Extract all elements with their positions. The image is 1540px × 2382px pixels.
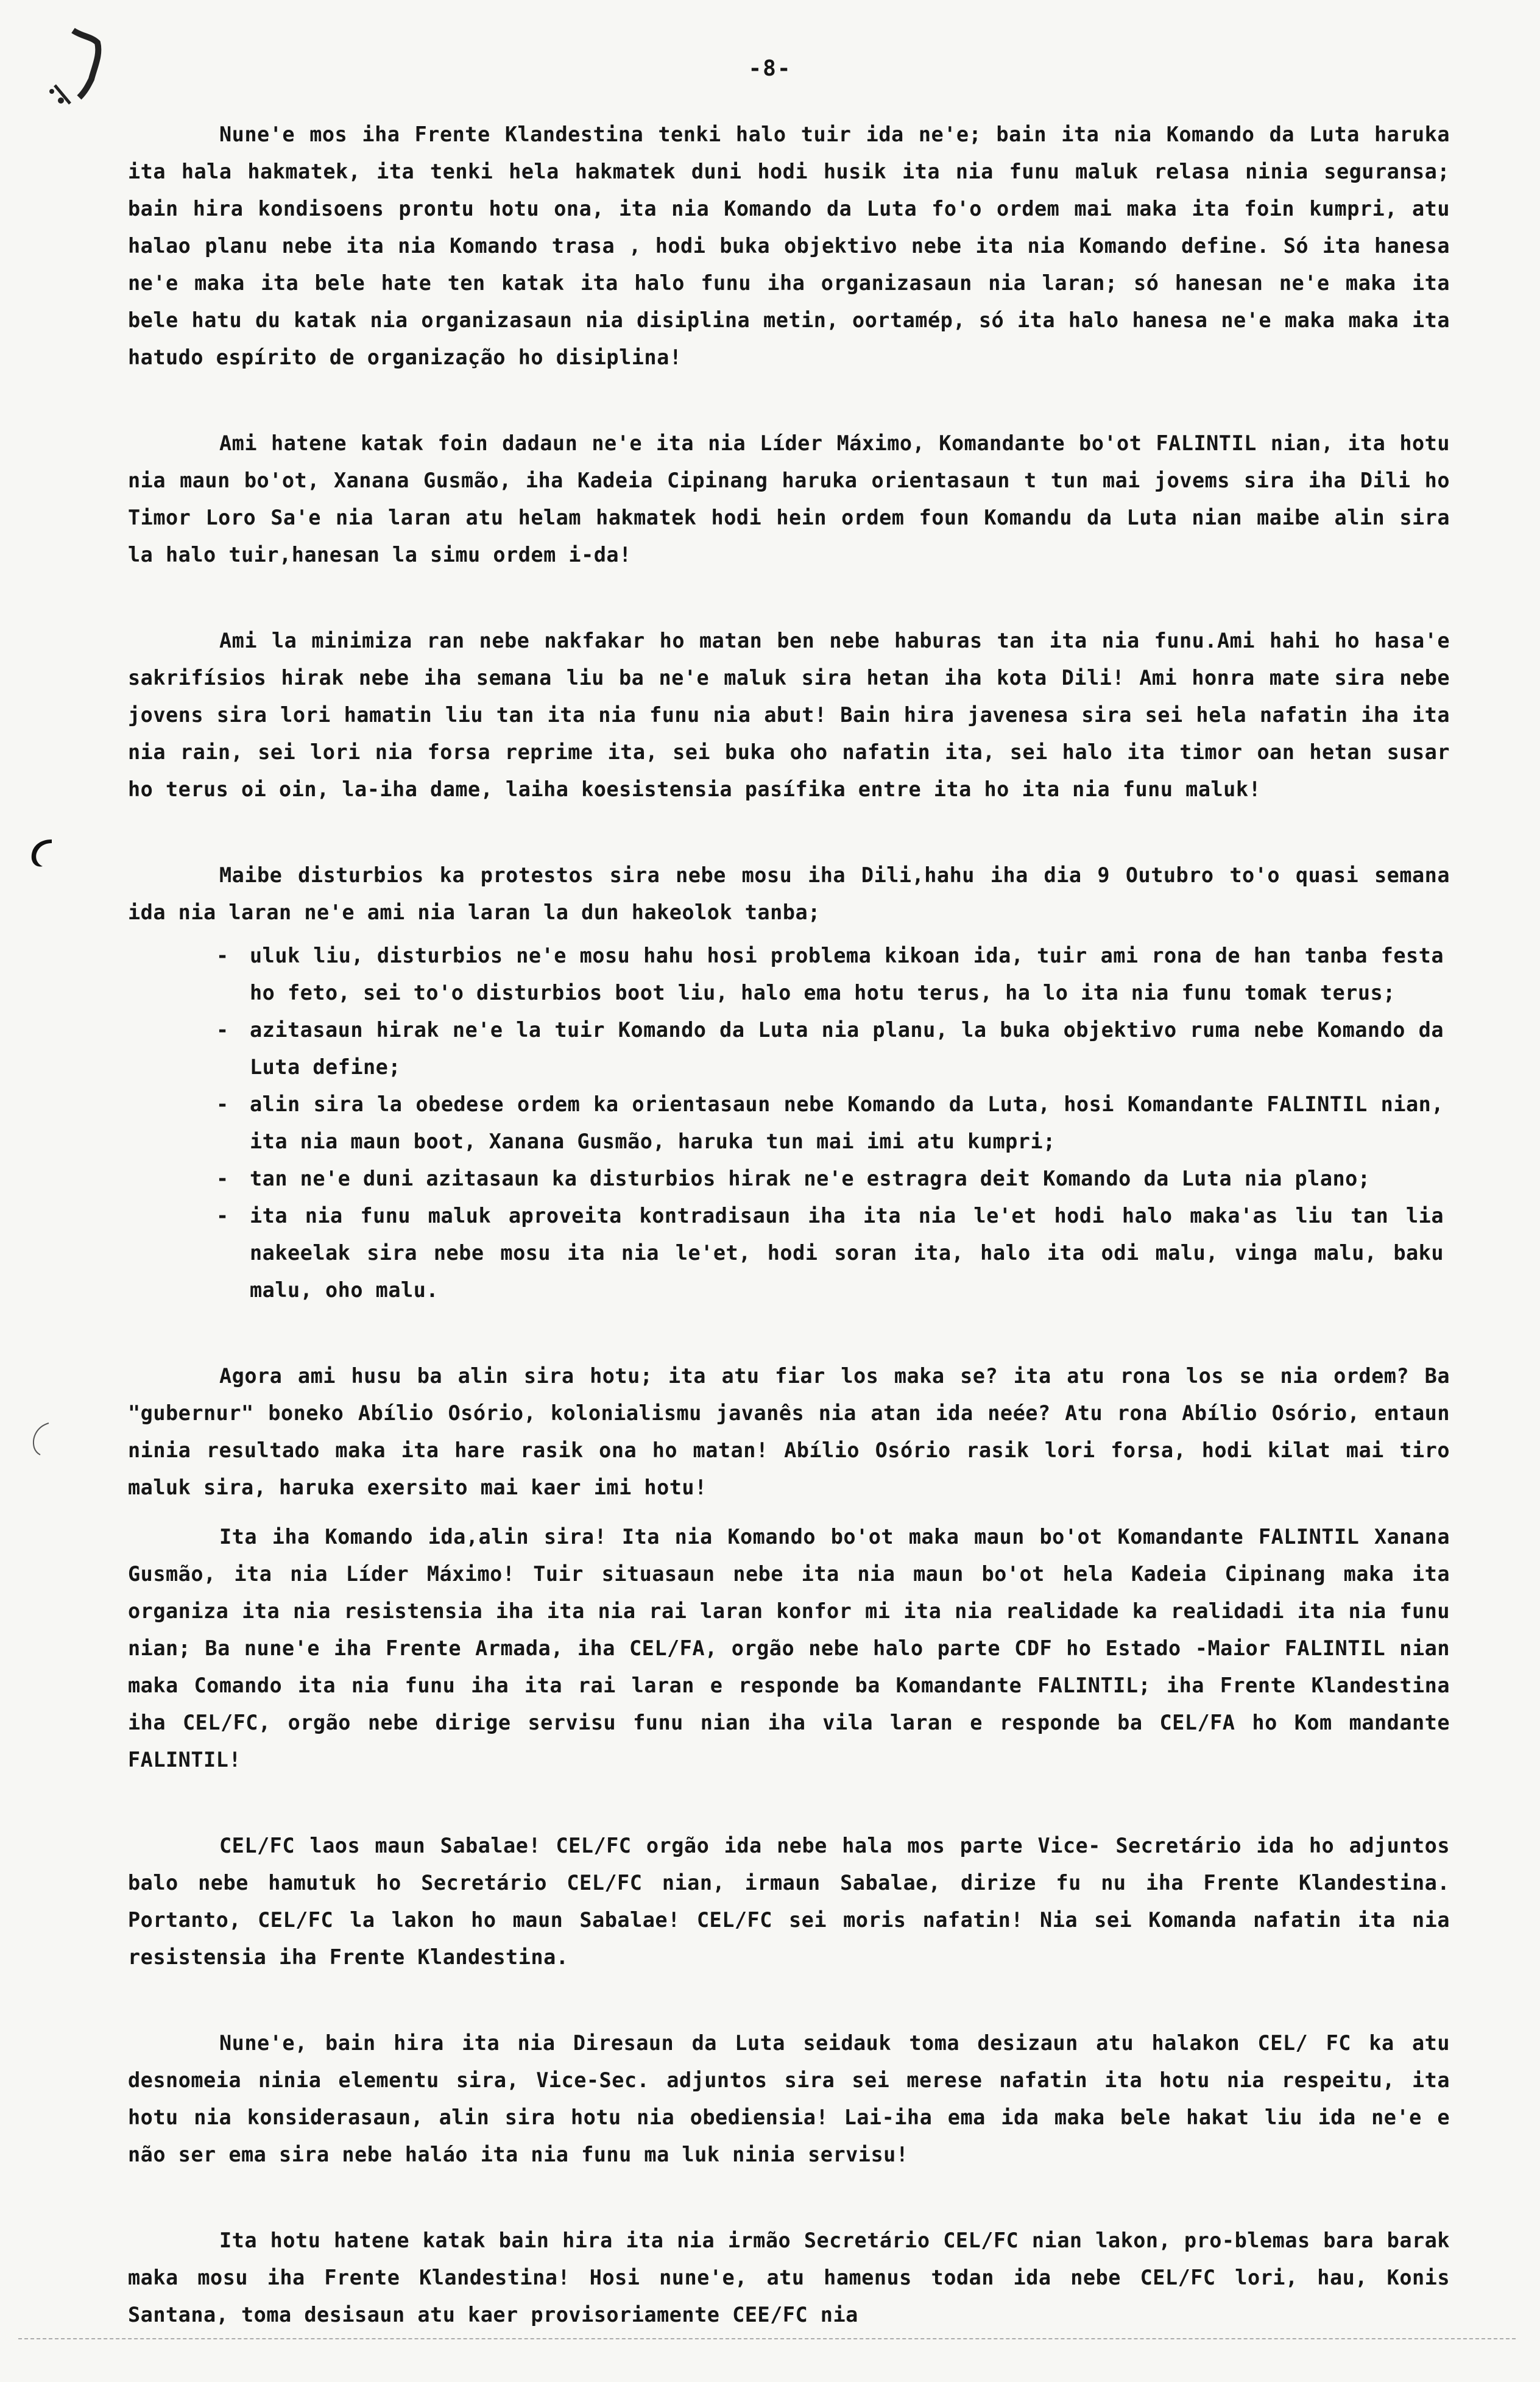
document-body [128,116,1450,2382]
paragraph: Maibe disturbios ka protestos sira nebe mosu iha Dili,hahu iha dia 9 Outubro to'o quasi semana ida nia laran ne'e ami nia laran la dun hakeolok tanba; [128,863,1450,924]
page-number: -8- [748,56,792,81]
punch-hole-mark [24,1419,61,1456]
bullet-text: ita nia funu maluk aproveita kontradisaun iha ita nia le'et hodi halo maka'as liu tan lia nakeelak sira nebe mosu ita nia le'et, hodi soran ita, halo ita odi malu, vinga malu, baku malu, oho malu. [250,1204,1444,1302]
bullet-item: - tan ne'e duni azitasaun ka disturbios hirak ne'e estragra deit Komando da Luta nia plano; [216,1167,1371,1190]
paragraph: Agora ami husu ba alin sira hotu; ita atu fiar los maka se? ita atu rona los se nia ordem? Ba "gubernur" boneko Abílio Osório, kolonialismu javanês nia atan ida neée? Atu rona Abílio Osório, entaun ninia resultado maka ita hare rasik ona ho matan! Abílio Osório rasik lori forsa, hodi kilat mai tiro maluk sira, haruka exersito mai kaer imi hotu! [128,1364,1450,1499]
paragraph: Ami la minimiza ran nebe nakfakar ho matan ben nebe haburas tan ita nia funu.Ami hahi ho hasa'e sakrifísios hirak nebe iha semana liu ba ne'e maluk sira hetan iha kota Dili! Ami honra mate sira nebe jovens sira lori hamatin liu tan ita nia funu nia abut! Bain hira javenesa sira sei hela nafatin iha ita nia rain, sei lori nia forsa reprime ita, sei buka oho nafatin ita, sei halo ita timor oan hetan susar ho terus oi oin, la-iha dame, laiha koesistensia pasífika entre ita ho ita nia funu maluk! [128,629,1450,801]
paragraph: Ita hotu hatene katak bain hira ita nia irmão Secretário CEL/FC nian lakon, pro-blemas bara barak maka mosu iha Frente Klandestina! Hosi nune'e, atu hamenus todan ida nebe CEL/FC lori, hau, Konis Santana, toma desisaun atu kaer provisoriamente CEE/FC nia [128,2228,1450,2327]
paragraph: Ami hatene katak foin dadaun ne'e ita nia Líder Máximo, Komandante bo'ot FALINTIL nian, ita hotu nia maun bo'ot, Xanana Gusmão, iha Kadeia Cipinang haruka orientasaun t tun mai jovems sira iha Dili ho Timor Loro Sa'e nia laran atu helam hakmatek hodi hein ordem foun Komandu da Luta nian maibe alin sira la halo tuir,hanesan la simu ordem i-da! [128,431,1450,567]
punch-hole-mark [24,835,61,871]
bullet-text: tan ne'e duni azitasaun ka disturbios hirak ne'e estragra deit Komando da Luta nia plano; [250,1167,1371,1190]
bullet-item: - azitasaun hirak ne'e la tuir Komando da Luta nia planu, la buka objektivo ruma nebe Komando da Luta define; [216,1018,1444,1079]
paragraph: CEL/FC laos maun Sabalae! CEL/FC orgão ida nebe hala mos parte Vice- Secretário ida ho adjuntos balo nebe hamutuk ho Secretário CEL/FC nian, irmaun Sabalae, dirize fu nu iha Frente Klandestina. Portanto, CEL/FC la lakon ho maun Sabalae! CEL/FC sei moris nafatin! Nia sei Komanda nafatin ita nia resistensia iha Frente Klandestina. [128,1834,1450,1969]
bullet-text: alin sira la obedese ordem ka orientasaun nebe Komando da Luta, hosi Komandante FALINTIL nian, ita nia maun boot, Xanana Gusmão, haruka tun mai imi atu kumpri; [250,1092,1444,1153]
paragraph: Ita iha Komando ida,alin sira! Ita nia Komando bo'ot maka maun bo'ot Komandante FALINTIL Xanana Gusmão, ita nia Líder Máximo! Tuir situasaun nebe ita nia maun bo'ot hela Kadeia Cipinang maka ita organiza ita nia resistensia iha ita nia rai laran konfor mi ita nia realidade ka realidadi ita nia funu nian; Ba nune'e iha Frente Armada, iha CEL/FA, orgão nebe halo parte CDF ho Estado -Maior FALINTIL nian maka Comando ita nia funu iha ita rai laran e responde ba Komandante FALINTIL; iha Frente Klandestina iha CEL/FC, orgão nebe dirige servisu funu nian iha vila laran e responde ba CEL/FA ho Kom mandante FALINTIL! [128,1525,1450,1772]
bullet-text: uluk liu, disturbios ne'e mosu hahu hosi problema kikoan ida, tuir ami rona de han tanba festa ho feto, sei to'o disturbios boot liu, halo ema hotu terus, ha lo ita nia funu tomak terus; [250,944,1444,1005]
bullet-text: azitasaun hirak ne'e la tuir Komando da Luta nia planu, la buka objektivo ruma nebe Komando da Luta define; [250,1018,1444,1079]
paragraph: Nune'e mos iha Frente Klandestina tenki halo tuir ida ne'e; bain ita nia Komando da Luta haruka ita hala hakmatek, ita tenki hela hakmatek duni hodi husik ita nia funu maluk relasa ninia seguransa; bain hira kondisoens prontu hotu ona, ita nia Komando da Luta fo'o ordem mai maka ita foin kumpri, atu halao planu nebe ita nia Komando trasa , hodi buka objektivo nebe ita nia Komando define. Só ita hanesa ne'e maka ita bele hate ten katak ita halo funu iha organizasaun nia laran; só hanesan ne'e maka ita bele hatu du katak nia organizasaun nia disiplina metin, oortamép, só ita halo hanesa ne'e maka maka ita hatudo espírito de organização ho disiplina! [128,122,1450,369]
bullet-item: - uluk liu, disturbios ne'e mosu hahu hosi problema kikoan ida, tuir ami rona de han tanba festa ho feto, sei to'o disturbios boot liu, halo ema hotu terus, ha lo ita nia funu tomak terus; [216,944,1444,1005]
paragraph: Nune'e, bain hira ita nia Diresaun da Luta seidauk toma desizaun atu halakon CEL/ FC ka atu desnomeia ninia elementu sira, Vice-Sec. adjuntos sira sei merese nafatin ita hotu nia respeitu, ita hotu nia konsiderasaun, alin sira hotu nia obediensia! Lai-iha ema ida maka bele hakat liu ida ne'e e não ser ema sira nebe haláo ita nia funu ma luk ninia servisu! [128,2031,1450,2166]
bullet-list [128,937,1450,1309]
page-bottom-edge [18,2338,1516,2339]
bullet-item: - alin sira la obedese ordem ka orientasaun nebe Komando da Luta, hosi Komandante FALINTIL nian, ita nia maun boot, Xanana Gusmão, haruka tun mai imi atu kumpri; [216,1092,1444,1153]
bullet-item: - ita nia funu maluk aproveita kontradisaun iha ita nia le'et hodi halo maka'as liu tan lia nakeelak sira nebe mosu ita nia le'et, hodi soran ita, halo ita odi malu, vinga malu, baku malu, oho malu. [216,1204,1444,1302]
